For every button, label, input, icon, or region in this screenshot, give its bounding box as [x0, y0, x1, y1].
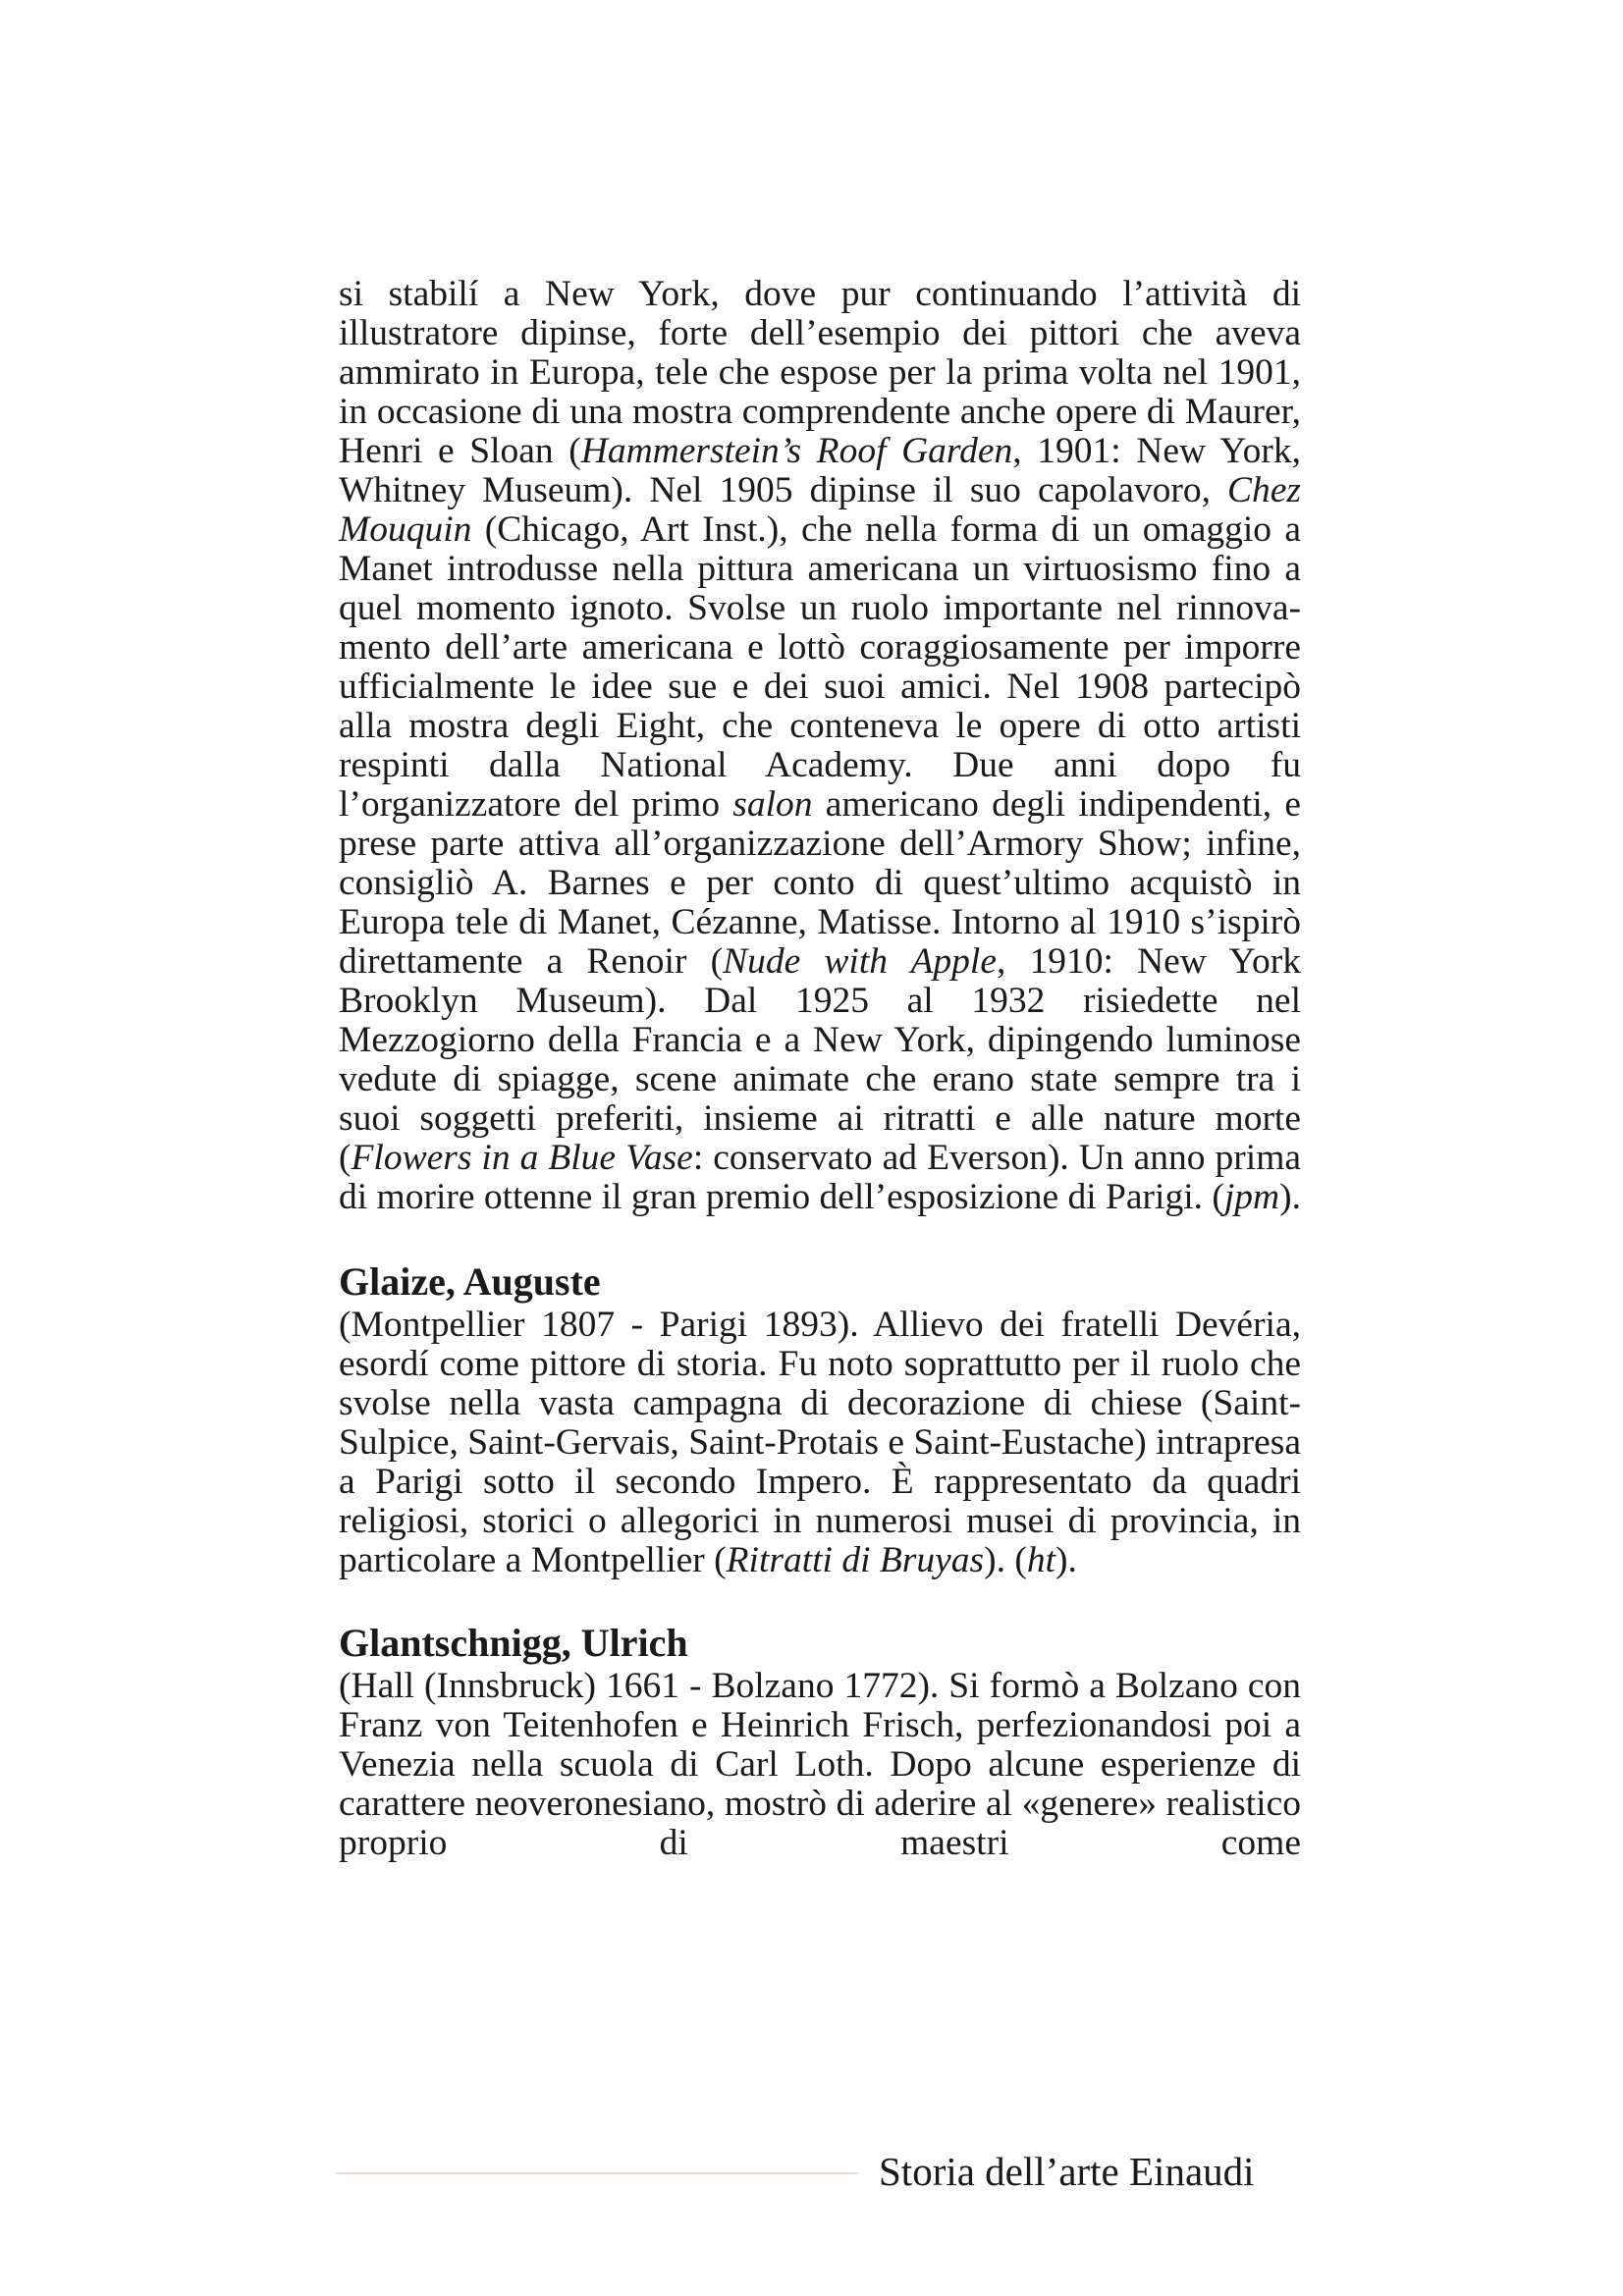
text-run: (Chicago, Art Inst.), che nella forma di un omaggio a Manet introdusse nella pittura americana un virtuosismo fino a quel momento ignoto. Svolse un ruolo importante nel rinnovamento dell’arte americana e lottò coraggiosamente per imporre ufficialmente le idee sue e dei suoi amici. Nel 1908 partecipò alla mostra degli Eight, che conteneva le opere di otto artisti respinti dalla National Academy. Due anni dopo fu l’organizzatore del primo: [339, 509, 1301, 825]
text-run: (Hall (Innsbruck) 1661 - Bolzano 1772). Si formò a Bolzano con Franz von Teitenhofen e Heinrich Frisch, perfezionandosi poi a Venezia nella scuola di Carl Loth. Dopo alcune esperienze di carattere neoveronesiano, mostrò di aderire al «genere» realistico proprio di maestri come: [339, 1666, 1301, 1863]
italic-title: salon: [732, 784, 813, 825]
text-run: : conservato ad Everson). Un anno prima di morire ottenne il gran premio dell’esposizione di Parigi. (: [339, 1138, 1302, 1217]
entry-heading-glaize: Glaize, Auguste: [339, 1259, 601, 1304]
text-run: , 1901: New York, Whitney Museum). Nel 1905 dipinse il suo capolavoro,: [339, 431, 1301, 510]
text-run: (Montpellier 1807 - Parigi 1893). Allievo dei fratelli Devéria, esordí come pittore di storia. Fu noto soprattutto per il ruolo che svolse nella vasta campagna di decorazione di chiese (Saint-Sulpice, Saint-Gervais, Saint-Protais e Saint-Eustache) intrapresa a Parigi sotto il secondo Impero. È rappresentato da quadri religiosi, storici o allegorici in numerosi musei di provincia, in particolare a Montpellier (: [339, 1305, 1301, 1580]
italic-title: ht: [1026, 1540, 1056, 1580]
continuation-paragraph: [339, 275, 1301, 1217]
main-text-column: [339, 275, 1301, 1863]
italic-title: Ritratti di Bruyas: [726, 1540, 985, 1580]
text-run: si stabilí a New York, dove pur continuando l’attività di illustratore dipinse, forte dell’esempio dei pittori che aveva ammirato in Europa, tele che espose per la prima volta nel 1901, in occasione di una mostra comprendente anche opere di Maurer, Henri e Sloan (: [339, 274, 1301, 471]
italic-title: jpm: [1223, 1177, 1280, 1217]
text-run: ). (: [984, 1540, 1027, 1580]
entry-body-glaize: [339, 1306, 1301, 1580]
footer-rule: [337, 2172, 857, 2174]
text-run: americano degli indipendenti, e prese parte attiva all’organizzazione dell’Armory Show; infine, consigliò A. Barnes e per conto di quest’ultimo acquistò in Europa tele di Manet, Cézanne, Matisse. Intorno al 1910 s’ispirò direttamente a Renoir (: [339, 784, 1301, 982]
italic-title: Hammerstein’s Roof Garden: [580, 431, 1013, 471]
entry-body-glantschnigg: [339, 1667, 1301, 1863]
text-run: , 1910: New York Brooklyn Museum). Dal 1925 al 1932 risiedette nel Mezzogiorno della Francia e a New York, dipingendo luminose vedute di spiagge, scene animate che erano state sempre tra i suoi soggetti preferiti, insieme ai ritratti e alle nature morte (: [339, 941, 1301, 1178]
italic-title: Flowers in a Blue Vase: [351, 1138, 693, 1178]
footer-publisher: Storia dell’arte Einaudi: [879, 2149, 1255, 2194]
italic-title: Nude with Apple: [723, 941, 997, 982]
text-run: ).: [1279, 1177, 1301, 1217]
text-run: ).: [1055, 1540, 1077, 1580]
entry-heading-glantschnigg: Glantschnigg, Ulrich: [339, 1621, 688, 1665]
italic-title: Chez Mouquin: [339, 470, 1301, 550]
